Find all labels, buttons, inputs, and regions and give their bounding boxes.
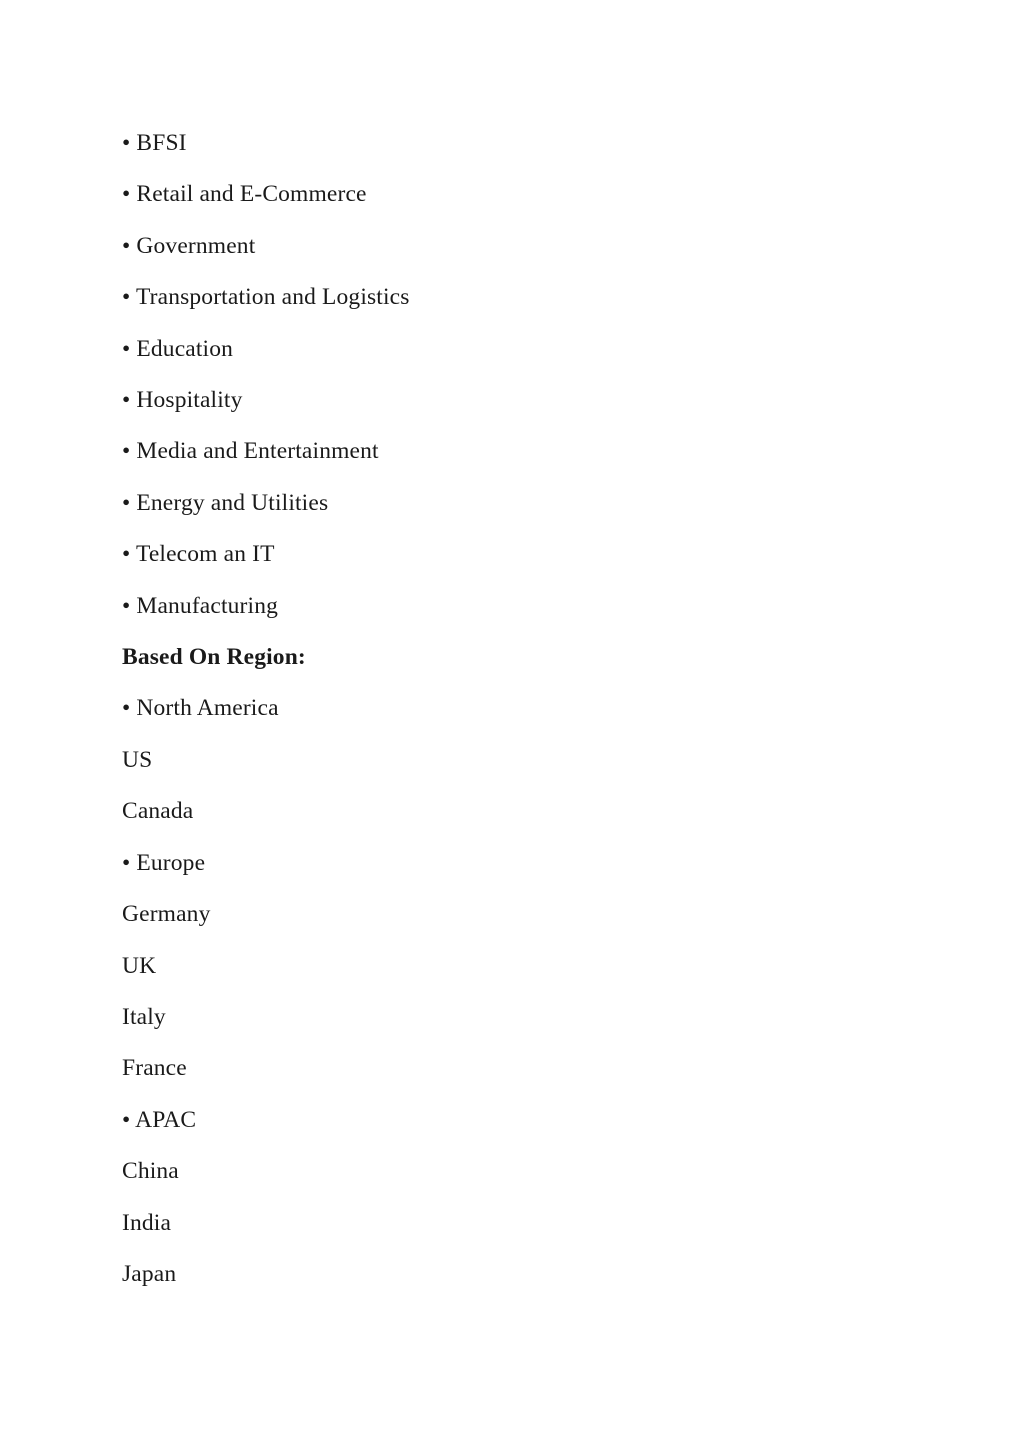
list-item: • Retail and E-Commerce <box>122 181 367 208</box>
list-item: Italy <box>122 1003 166 1030</box>
list-item: • Government <box>122 232 256 259</box>
section-heading: Based On Region: <box>122 644 306 671</box>
list-item: • Europe <box>122 849 206 876</box>
list-item: India <box>122 1209 172 1236</box>
list-item: Germany <box>122 901 211 928</box>
list-item: • Transportation and Logistics <box>122 284 410 311</box>
list-item: • APAC <box>122 1106 197 1133</box>
list-item: • Manufacturing <box>122 592 278 619</box>
list-item: US <box>122 746 153 773</box>
list-item: • Media and Entertainment <box>122 438 379 465</box>
document-body <box>122 118 903 1300</box>
list-item: • Energy and Utilities <box>122 489 329 516</box>
list-item: Japan <box>122 1260 177 1287</box>
list-item: France <box>122 1055 187 1082</box>
list-item: UK <box>122 952 157 979</box>
list-item: China <box>122 1158 179 1185</box>
list-item: • North America <box>122 695 279 722</box>
list-item: • Telecom an IT <box>122 541 275 568</box>
list-item: • Education <box>122 335 234 362</box>
list-item: • Hospitality <box>122 387 243 414</box>
list-item: • BFSI <box>122 130 187 156</box>
list-item: Canada <box>122 798 194 825</box>
